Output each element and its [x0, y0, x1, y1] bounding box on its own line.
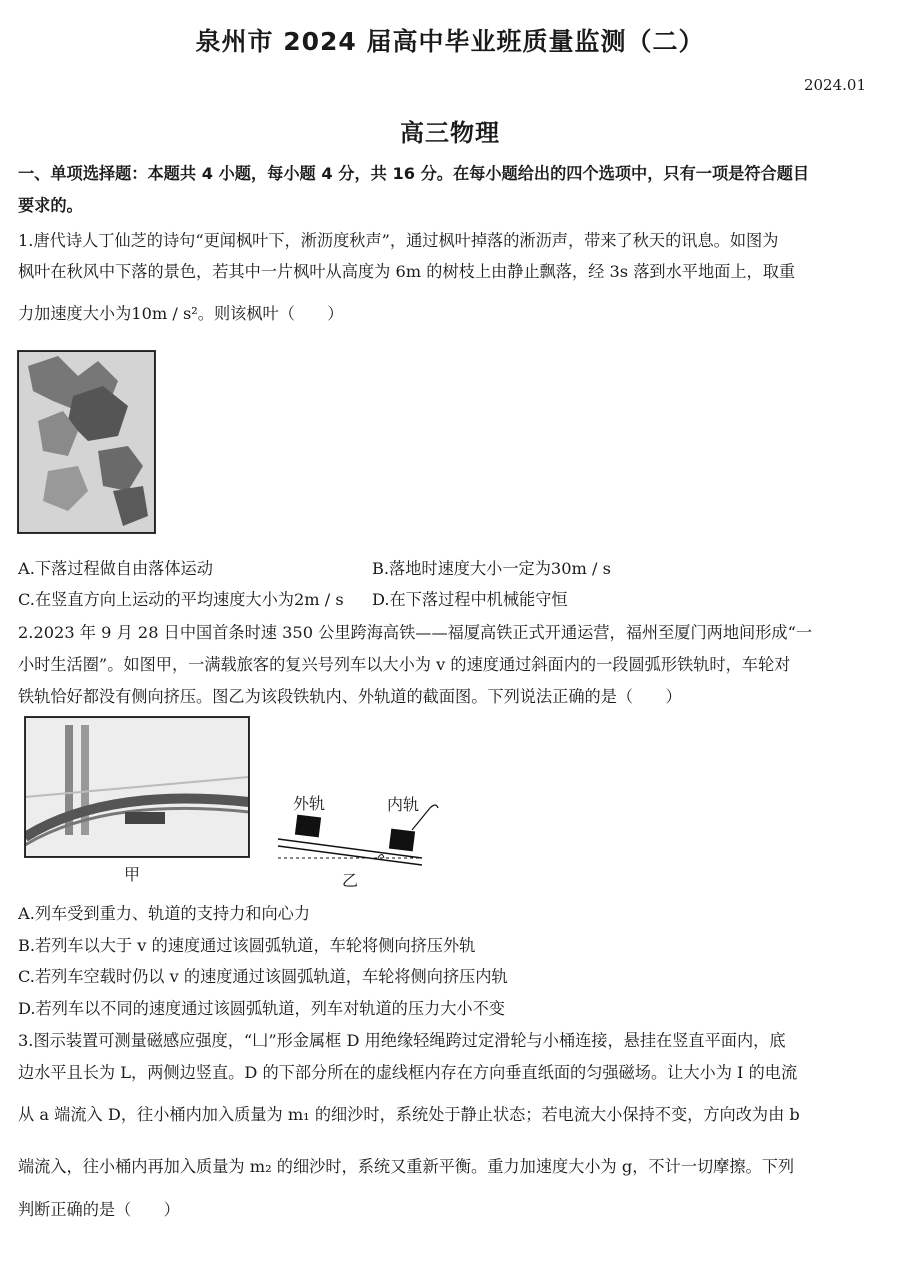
- q1-option-d: D.在下落过程中机械能守恒: [372, 590, 568, 609]
- q1-line2: 枫叶在秋风中下落的景色，若其中一片枫叶从高度为 6m 的树枝上由静止飘落，经 3s 落到水平地面上，取重: [18, 262, 796, 281]
- q2-line1: 2.2023 年 9 月 28 日中国首条时速 350 公里跨海高铁——福厦高铁正式开通运营，福州至厦门两地间形成“一: [18, 623, 813, 642]
- q3-line4: 端流入，往小桶内再加入质量为 m₂ 的细沙时，系统又重新平衡。重力加速度大小为 g，不计一切摩擦。下列: [18, 1157, 795, 1176]
- q1-option-b: B.落地时速度大小一定为30m / s: [372, 559, 611, 578]
- maple-leaf-photo: [17, 350, 156, 534]
- figure-jia-caption: 甲: [124, 865, 141, 884]
- q3-line3: 从 a 端流入 D，往小桶内加入质量为 m₁ 的细沙时，系统处于静止状态；若电流大小保持不变，方向改为由 b: [18, 1105, 800, 1124]
- exam-date: 2024.01: [803, 76, 866, 94]
- maple-leaf-illustration: [18, 351, 155, 533]
- q1-option-c: C.在竖直方向上运动的平均速度大小为2m / s: [18, 590, 344, 609]
- q1-option-a: A.下落过程做自由落体运动: [18, 559, 213, 578]
- q2-line2: 小时生活圈”。如图甲，一满载旅客的复兴号列车以大小为 v 的速度通过斜面内的一段圆弧形铁轨时，车轮对: [18, 655, 791, 674]
- high-speed-train-photo: [24, 716, 250, 858]
- outer-rail-label: 外轨: [293, 794, 326, 813]
- section-heading-line2: 要求的。: [18, 196, 83, 215]
- outer-rail-shape: [295, 815, 321, 838]
- q2-option-a: A.列车受到重力、轨道的支持力和向心力: [18, 904, 311, 923]
- q1-line3: 力加速度大小为10m / s²。则该枫叶（ ）: [18, 304, 344, 323]
- incline-angle-arc: [378, 855, 384, 859]
- q1-line1: 1.唐代诗人丁仙芝的诗句“更闻枫叶下，淅沥度秋声”，通过枫叶掉落的淅沥声，带来了秋天的讯息。如图为: [18, 231, 779, 250]
- train-bridge-illustration: [25, 717, 249, 857]
- q2-option-b: B.若列车以大于 v 的速度通过该圆弧轨道，车轮将侧向挤压外轨: [18, 936, 476, 955]
- q2-option-c: C.若列车空载时仍以 v 的速度通过该圆弧轨道，车轮将侧向挤压内轨: [18, 967, 508, 986]
- q3-line2: 边水平且长为 L，两侧边竖直。D 的下部分所在的虚线框内存在方向垂直纸面的匀强磁场。让大小为 I 的电流: [18, 1063, 798, 1082]
- subject-title: 高三物理: [400, 119, 500, 147]
- q3-line1: 3.图示装置可测量磁感应强度，“凵”形金属框 D 用绝缘轻绳跨过定滑轮与小桶连接，悬挂在竖直平面内，底: [18, 1031, 786, 1050]
- q2-option-d: D.若列车以不同的速度通过该圆弧轨道，列车对轨道的压力大小不变: [18, 999, 505, 1018]
- figure-yi-caption: 乙: [342, 871, 359, 890]
- section-heading-line1: 一、单项选择题：本题共 4 小题，每小题 4 分，共 16 分。在每小题给出的四个选项中，只有一项是符合题目: [18, 164, 810, 183]
- q2-line3: 铁轨恰好都没有侧向挤压。图乙为该段铁轨内、外轨道的截面图。下列说法正确的是（ ）: [18, 687, 682, 706]
- inner-rail-shape: [389, 829, 415, 852]
- exam-title: 泉州市 2024 届高中毕业班质量监测（二）: [195, 27, 705, 56]
- inner-rail-label: 内轨: [387, 795, 420, 814]
- q3-line5: 判断正确的是（ ）: [18, 1200, 180, 1219]
